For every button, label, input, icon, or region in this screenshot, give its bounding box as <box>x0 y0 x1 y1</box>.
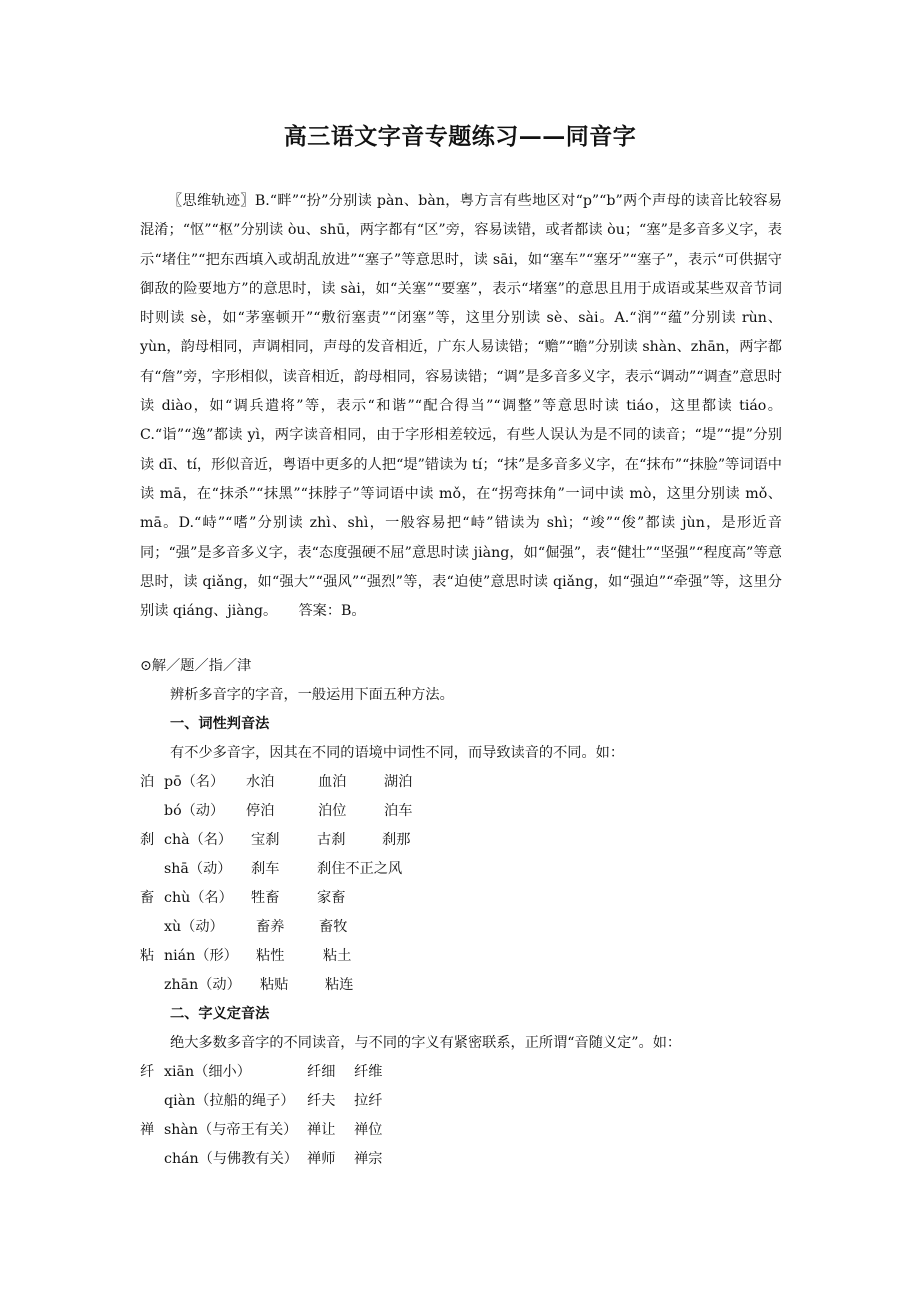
example-word: 古刹 <box>317 832 346 848</box>
example-word: 畜养 <box>256 919 285 935</box>
example-word: 粘贴 <box>260 977 289 993</box>
reading: nián（形） <box>164 948 238 964</box>
example-word: 水泊 <box>246 774 275 790</box>
example-word: 刹车 <box>251 861 280 877</box>
polyphone-char: 泊 <box>140 774 155 790</box>
reading: shàn（与帝王有关） <box>164 1122 298 1138</box>
example-word: 宝刹 <box>251 832 280 848</box>
page-title: 高三语文字音专题练习——同音字 <box>283 123 637 150</box>
section2-heading: 二、字义定音法 <box>170 1006 270 1022</box>
polyphone-char: 纤 <box>140 1064 155 1080</box>
example-word: 粘土 <box>323 948 352 964</box>
section1-desc: 有不少多音字，因其在不同的语境中词性不同，而导致读音的不同。如： <box>170 745 625 761</box>
reading: zhān（动） <box>164 977 241 993</box>
example-word: 停泊 <box>246 803 275 819</box>
polyphone-char: 畜 <box>140 890 155 906</box>
example-word: 纤细 <box>307 1064 336 1080</box>
reading: xiān（细小） <box>164 1064 251 1080</box>
guide-header: ⊙解／题／指／津 <box>140 658 252 674</box>
example-word: 禅让 <box>307 1122 336 1138</box>
reading: bó（动） <box>164 803 225 819</box>
reading: xù（动） <box>164 919 224 935</box>
example-word: 泊位 <box>318 803 347 819</box>
example-word: 粘连 <box>325 977 354 993</box>
polyphone-char: 刹 <box>140 832 155 848</box>
section2-desc: 绝大多数多音字的不同读音，与不同的字义有紧密联系，正所谓“音随义定”。如： <box>170 1035 682 1051</box>
example-word: 纤夫 <box>307 1093 336 1109</box>
example-word: 禅位 <box>354 1122 383 1138</box>
reading: shā（动） <box>164 861 232 877</box>
intro-text: 辨析多音字的字音，一般运用下面五种方法。 <box>170 687 454 703</box>
example-word: 纤维 <box>354 1064 383 1080</box>
example-word: 牲畜 <box>251 890 280 906</box>
reading: chán（与佛教有关） <box>164 1151 298 1167</box>
polyphone-char: 粘 <box>140 948 155 964</box>
example-word: 血泊 <box>318 774 347 790</box>
analysis-paragraph: 〖思维轨迹〗B.“畔”“扮”分别读 pàn、bàn，粤方言有些地区对“p”“b”两个声母的读音比较容易混淆；“怄”“枢”分别读 òu、shū，两字都有“区”旁，容易读错，或者都读 òu；“塞”是多音多义字，表示“堵住”“把东西填入或胡乱放进”“塞子”等意思时，读 sāi，如“塞车”“塞牙”“塞子”，表示“可供据守御敌的险要地方”的意思时，读 sài，如“关塞”“要塞”，表示“堵塞”的意思且用于成语或某些双音节词时则读 sè，如“茅塞顿开”“敷衍塞责”“闭塞”等，这里分别读 sè、sài。A.“润”“蕴”分别读 rùn、yùn，韵母相同，声调相同，声母的发音相近，广东人易读错；“赡”“瞻”分别读 shàn、zhān，两字都有“詹”旁，字形相似，读音相近，韵母相同，容易读错；“调”是多音多义字，表示“调动”“调查”意思时读 diào，如“调兵遣将”等，表示“和谐”“配合得当”“调整”等意思时读 tiáo，这里都读 tiáo。C.“诣”“逸”都读 yì，两字读音相同，由于字形相差较远，有些人误认为是不同的读音；“堤”“提”分别读 dī、tí，形似音近，粤语中更多的人把“堤”错读为 tí；“抹”是多音多义字，在“抹布”“抹脸”等词语中读 mā，在“抹杀”“抹黑”“抹脖子”等词语中读 mǒ，在“拐弯抹角”一词中读 mò，这里分别读 mǒ、mā。D.“峙”“嗜”分别读 zhì、shì，一般容易把“峙”错读为 shì；“竣”“俊”都读 jùn，是形近音同；“强”是多音多义字，表“态度强硬不屈”意思时读 jiàng，如“倔强”，表“健壮”“坚强”“程度高”等意思时，读 qiǎng，如“强大”“强风”“强烈”等，表“迫使”意思时读 qiǎng，如“强迫”“牵强”等，这里分别读 qiáng、jiàng。 答案：B。 <box>140 193 782 620</box>
example-word: 禅宗 <box>354 1151 383 1167</box>
example-word: 刹那 <box>382 832 411 848</box>
section1-heading: 一、词性判音法 <box>170 716 270 732</box>
example-word: 湖泊 <box>384 774 413 790</box>
example-word: 禅师 <box>307 1151 336 1167</box>
example-word: 拉纤 <box>354 1093 383 1109</box>
reading: chù（名） <box>164 890 233 906</box>
polyphone-char: 禅 <box>140 1122 155 1138</box>
reading: qiàn（拉船的绳子） <box>164 1093 295 1109</box>
example-word: 刹住不正之风 <box>317 861 403 877</box>
example-word: 畜牧 <box>319 919 348 935</box>
example-word: 泊车 <box>384 803 413 819</box>
example-word: 家畜 <box>317 890 346 906</box>
reading: pō（名） <box>164 774 225 790</box>
example-word: 粘性 <box>256 948 285 964</box>
reading: chà（名） <box>164 832 233 848</box>
